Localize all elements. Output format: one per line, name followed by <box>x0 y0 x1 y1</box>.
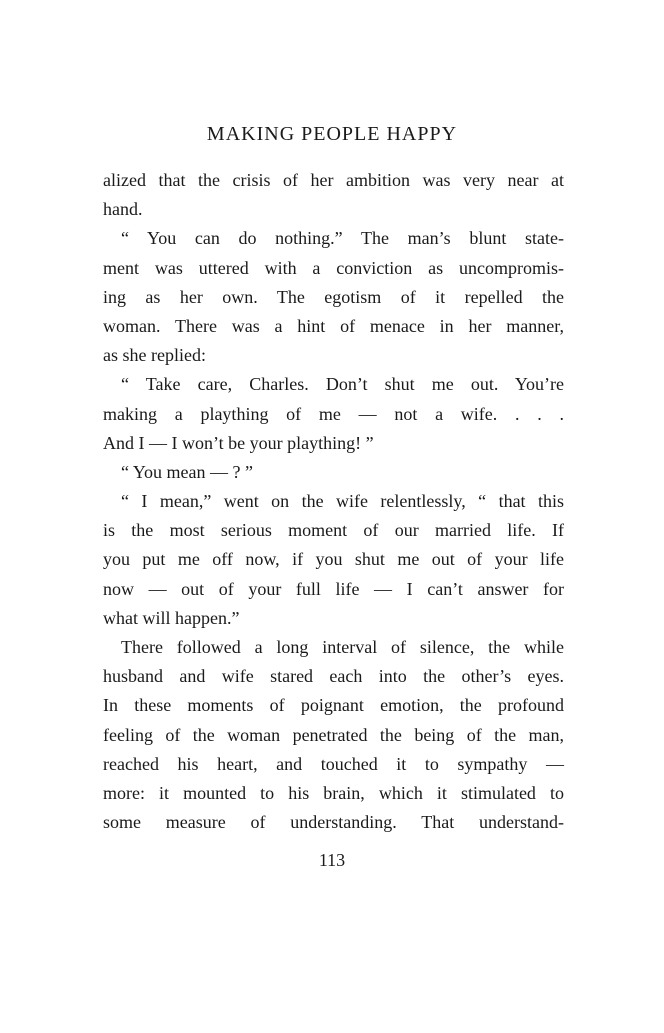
text-line: what will happen.” <box>103 607 240 628</box>
text-line: alized that the crisis of her ambition was very near at <box>103 170 564 190</box>
text-line: making a plaything of me — not a wife. . . . <box>103 403 564 424</box>
text-line: ing as her own. The egotism of it repelled the <box>103 286 564 307</box>
text-line: In these moments of poignant emotion, the profound <box>103 695 564 716</box>
page-number: 113 <box>318 850 346 870</box>
text-line: some measure of understanding. That understand- <box>103 812 564 833</box>
text-line: husband and wife stared each into the other’s eyes. <box>103 666 564 687</box>
text-line: feeling of the woman penetrated the being of the man, <box>103 724 564 745</box>
text-line: “ You mean — ? ” <box>121 461 253 482</box>
body-text <box>103 166 564 837</box>
text-line: “ Take care, Charles. Don’t shut me out. You’re <box>121 374 564 395</box>
text-line: hand. <box>103 199 143 220</box>
text-line: “ I mean,” went on the wife relentlessly, “ that this <box>121 491 564 512</box>
running-head: MAKING PEOPLE HAPPY <box>206 123 458 145</box>
text-line: more: it mounted to his brain, which it stimulated to <box>103 782 564 803</box>
text-line: is the most serious moment of our married life. If <box>103 520 564 541</box>
text-line: “ You can do nothing.” The man’s blunt state- <box>121 228 564 249</box>
text-line: ment was uttered with a conviction as uncompromis- <box>103 257 564 278</box>
text-line: And I — I won’t be your plaything! ” <box>103 432 374 453</box>
text-line: reached his heart, and touched it to sympathy — <box>103 753 564 774</box>
text-line: now — out of your full life — I can’t answer for <box>103 578 564 599</box>
text-line: There followed a long interval of silence, the while <box>121 637 564 657</box>
text-line: woman. There was a hint of menace in her manner, <box>103 315 564 336</box>
text-line: you put me off now, if you shut me out of your life <box>103 549 564 570</box>
text-line: as she replied: <box>103 345 206 366</box>
